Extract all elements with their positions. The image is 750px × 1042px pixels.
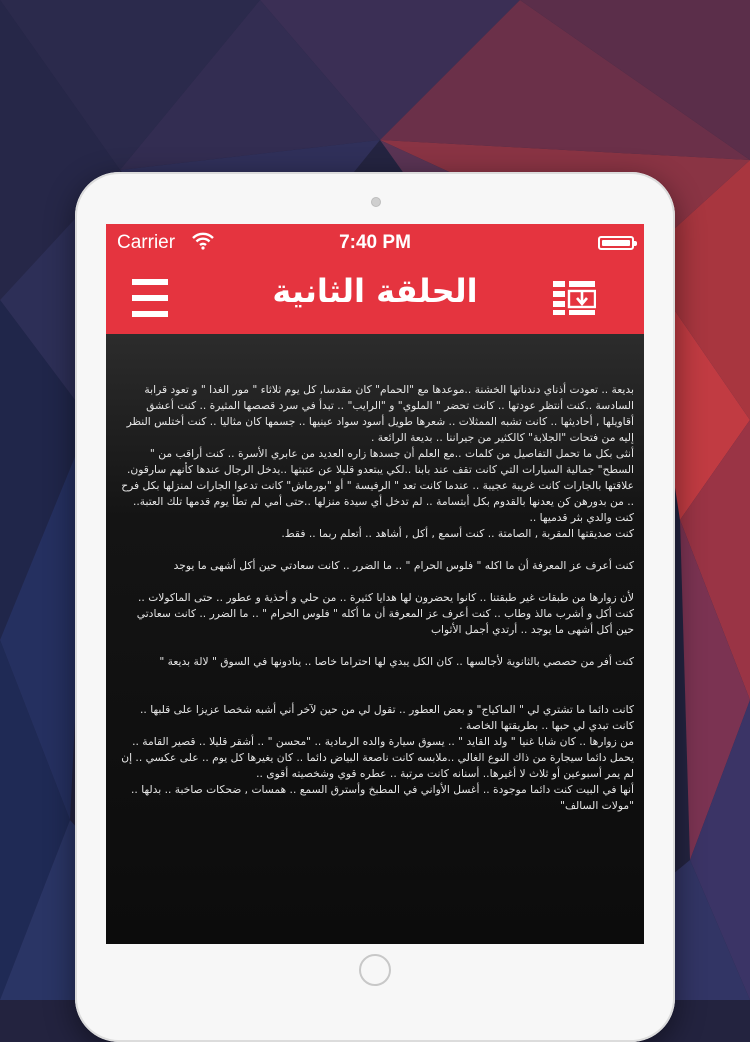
article-paragraph: كنت أفر من حصصي بالثانوية لأجالسها .. كان الكل يبدي لها احتراما خاصا .. ينادونها في السوق " لالة بديعة "	[159, 655, 634, 668]
article-paragraph	[120, 542, 634, 558]
article-paragraph	[120, 670, 634, 686]
page-title: الحلقة الثانية	[272, 272, 478, 310]
article-paragraph: علاقتها بالجارات كانت غريبة عجيبة .. عندما كانت تعد " الرفيسة " أو "بورماش" كانت تدعوا الجارات لمنزلها بكل فرح .. من بدورهن كن يعدنها بالقدوم بكل أبتسامة .. لم تدخل أي سيدة منزلها ..حتى أمي لم تطأ يوم قدمها تلك العتبة.. كنت والدي بثر قدميها ..	[121, 479, 634, 524]
article-paragraph: من زوارها .. كان شابا غنيا " ولد القايد " .. يسوق سيارة والده الرمادية .. "محسن " .. أشقر قليلا .. قصير القامة .. يحمل دائما سيجارة من ذاك النوع الغالي ..ملابسه كانت ناصعة البياض دائما .. كان يغيرها كل يوم .. على عكسي .. إن لم يمر أسبوعين أو ثلاث لا أغيرها.. أسنانه كانت مرتبة .. عطره قوي وشخصيته أقوى ..	[121, 735, 634, 780]
status-time: 7:40 PM	[339, 232, 411, 253]
home-button[interactable]	[359, 954, 391, 986]
article-paragraph: كنت أعرف عز المعرفة أن ما اكله " فلوس الحرام " .. ما الضرر .. كانت سعادتي حين أكل أشهى ما يوجد	[173, 559, 634, 572]
carrier-label: Carrier	[117, 232, 176, 253]
article-paragraph	[120, 638, 634, 654]
status-bar	[106, 224, 644, 262]
battery-icon	[598, 236, 634, 250]
article-text	[120, 382, 634, 814]
download-list-icon[interactable]	[552, 280, 596, 316]
article-paragraph: كانت دائما ما تشتري لي " الماكياج" و بعض العطور .. تقول لي من حين لآخر أني أشبه شخصا عزيزا على قلبها .. كانت تبدي لي حبها .. بطريقتها الخاصة .	[140, 703, 634, 732]
article-paragraph	[120, 574, 634, 590]
article-paragraph: بديعة .. تعودت أذناي دندناتها الخشنة ..موعدها مع "الحمام" كان مقدسا, كل يوم ثلاثاء " مور الغدا " و تعود قرابة السادسة ..كنت أنتظر عودتها .. كانت تحضر " الملوي" و "الرايب" .. تبدأ في سرد قصصها المثيرة .. كنت أعشق أقاويلها , أحاديثها .. كانت تشبه الممثلات .. شعرها طويل أسود سواد عينيها .. جسمها كان مثاليا .. كنت أختلس النظر إليه من فتحات "الجلابة" كالكثير من جيراننا .. بديعة الرائعة .	[126, 383, 634, 444]
article-paragraph	[120, 686, 634, 702]
article-content[interactable]	[106, 334, 644, 944]
navigation-bar	[106, 262, 644, 334]
app-screen	[106, 224, 644, 944]
front-camera	[371, 197, 381, 207]
article-paragraph: كنت صديقتها المقربة , الصامتة .. كنت أسمع , أكل , أشاهد .. أتعلم ربما .. فقط.	[281, 527, 634, 540]
article-paragraph: لأن زوارها من طبقات غير طبقتنا .. كانوا يحضرون لها هدايا كثيرة .. من حلي و أحذية و عطور .. حتى الماكولات .. كنت أكل و أشرب مالذ وطاب .. كنت أعرف عز المعرفة أن ما أكله " فلوس الحرام " .. ما الضرر .. كانت سعادتي حين أكل أشهى ما يوجد .. أرتدي أجمل الأثواب	[136, 591, 634, 636]
article-paragraph: أنها في البيت كنت دائما موجودة .. أغسل الأواني في المطبخ وأسترق السمع .. همسات , ضحكات صاخبة .. بدلها .. "مولات السالف"	[131, 783, 634, 812]
article-paragraph: أنثى بكل ما تحمل التفاصيل من كلمات ..مع العلم أن جسدها زاره العديد من عابري الأسرة .. كنت أراقب من " السطح" جمالية السيارات التي كانت تقف عند بابنا ..لكي يبتعدو قليلا عن عتبتها ..يدخل الرجال عندها كأنهم سارقون.	[126, 447, 634, 476]
hamburger-menu-icon[interactable]	[130, 276, 170, 320]
